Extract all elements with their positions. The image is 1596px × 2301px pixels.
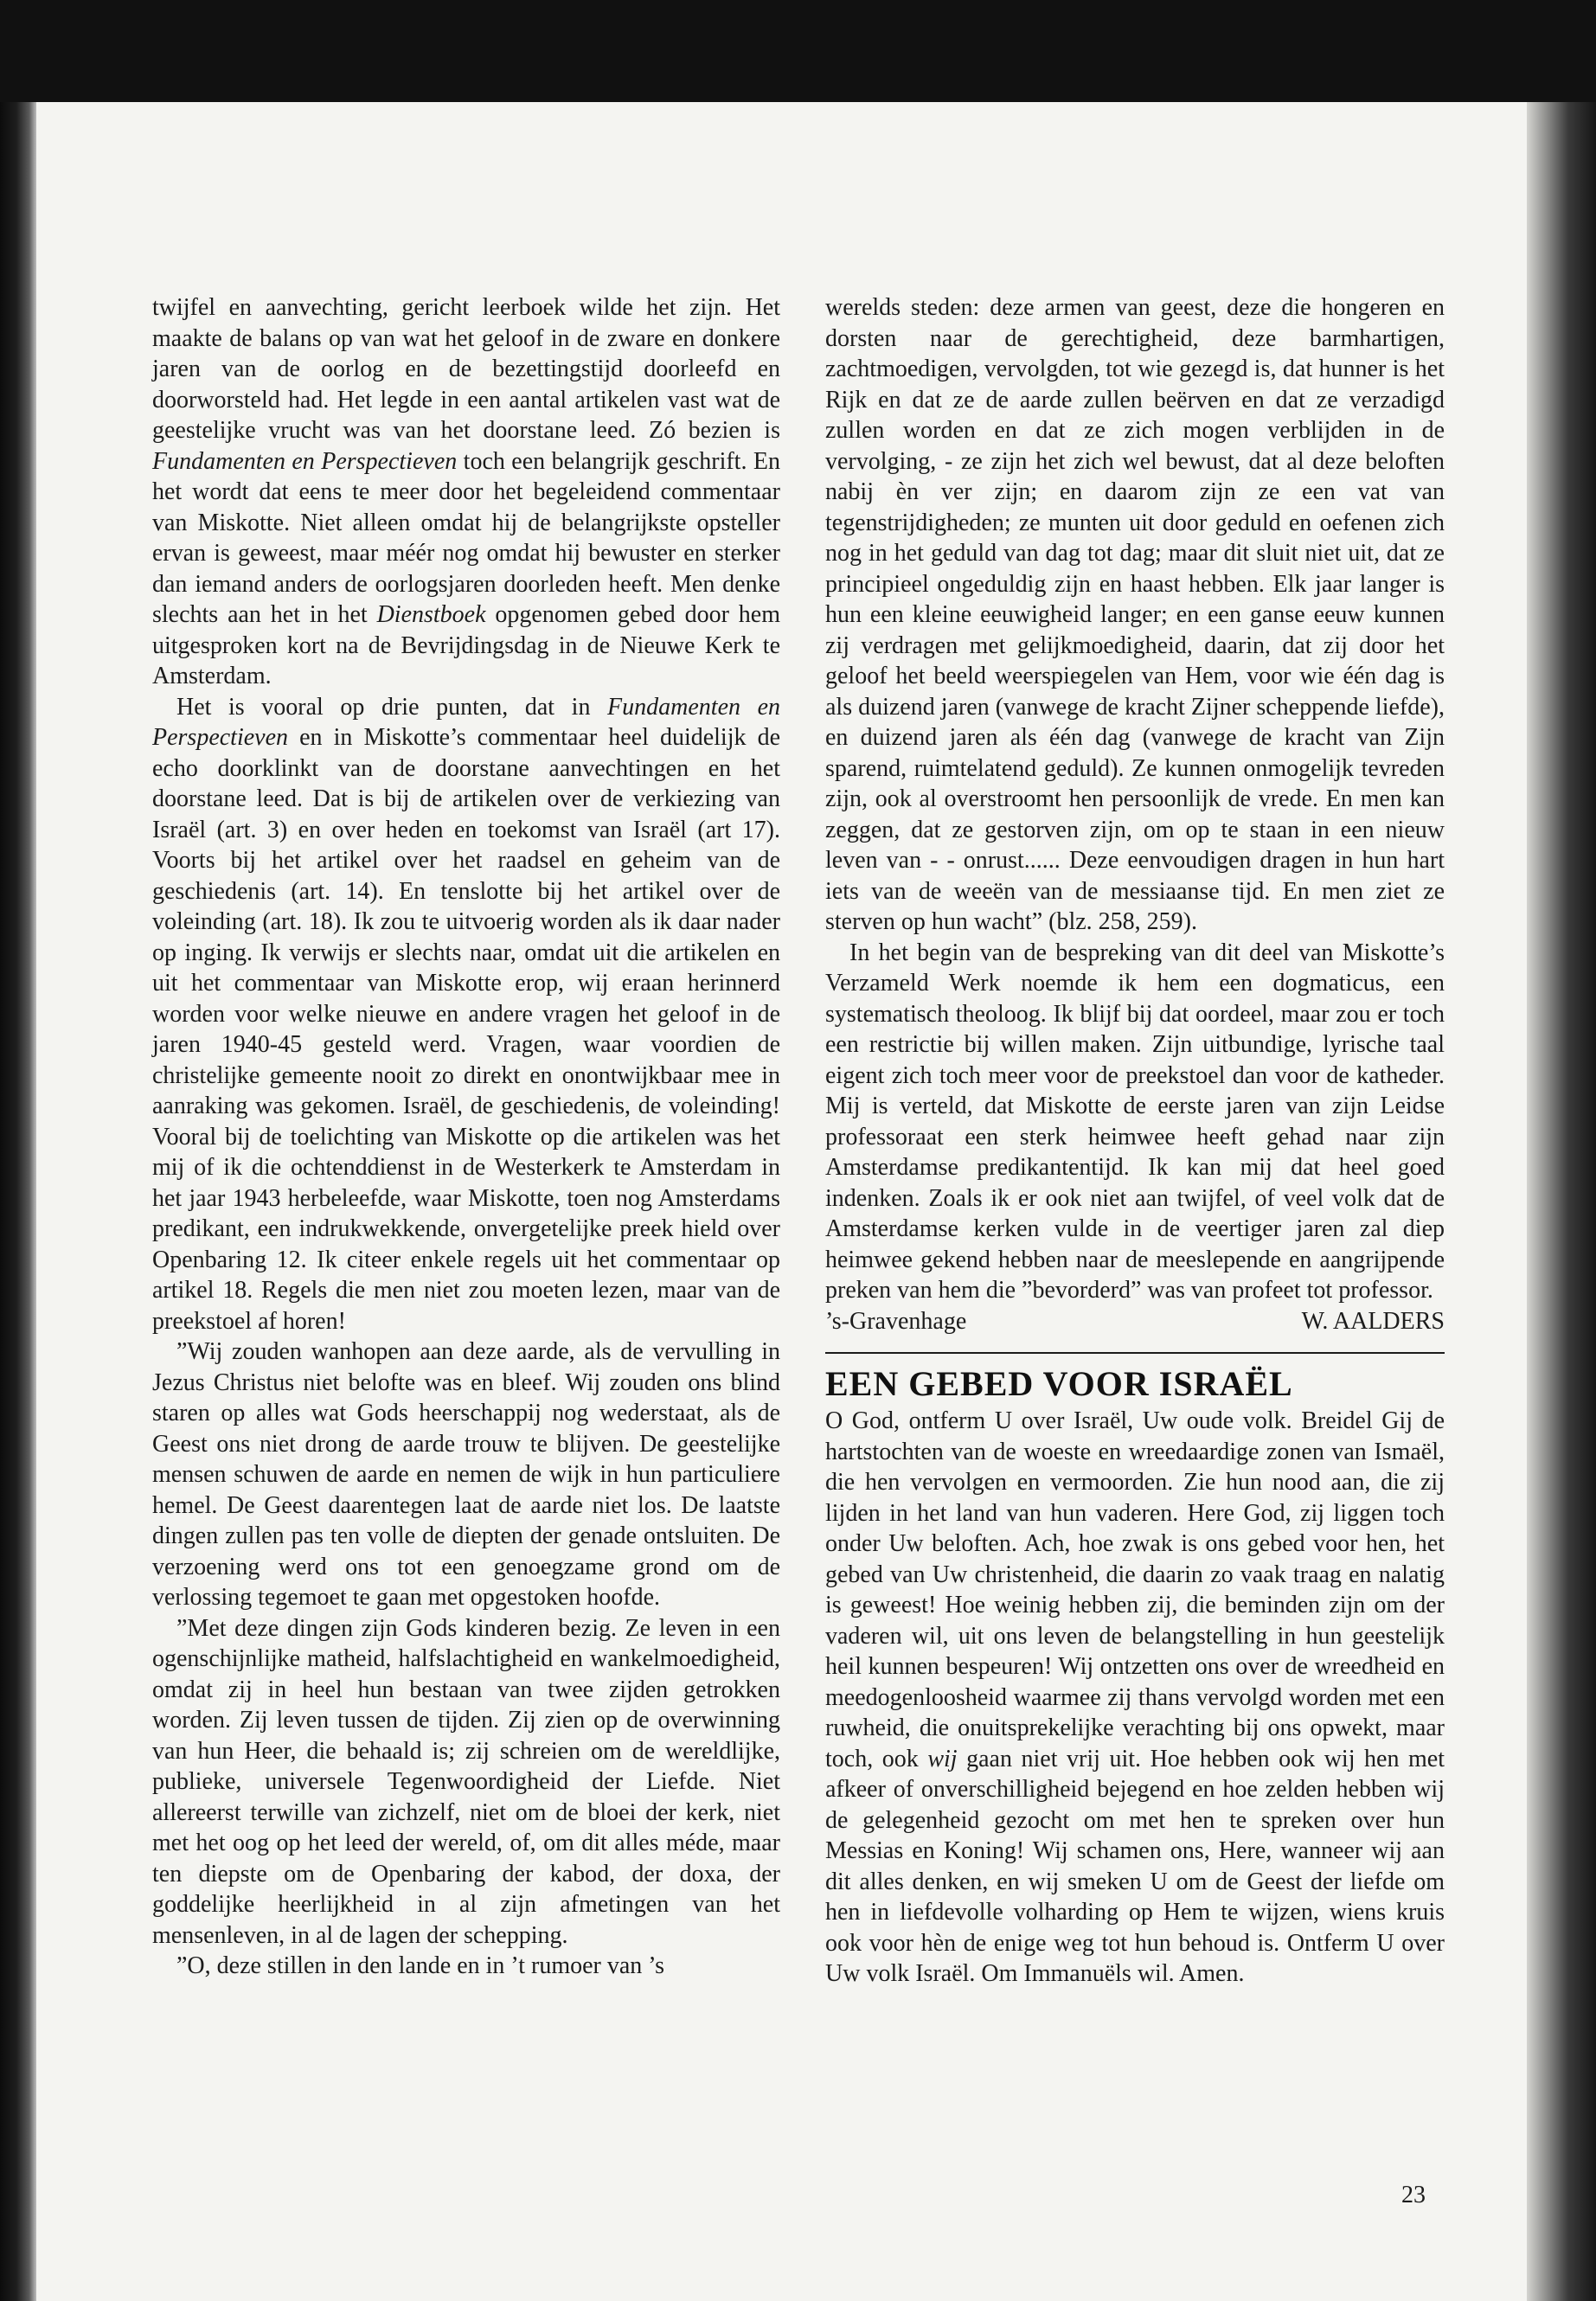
section-divider (825, 1352, 1445, 1354)
book-title: Dienstboek (376, 601, 486, 628)
section-heading: EEN GEBED VOOR ISRAËL (825, 1364, 1293, 1403)
quote-paragraph: ”Wij zouden wanhopen aan deze aarde, als de vervulling in Jezus Christus niet belofte was en bleef. Wij zouden ons blind staren op alles wat Gods heerschappij nog wederstaat, als de Geest ons niet drong de aarde trouw te blijven. De geestelijke mensen schuwen de aarde en nemen de wijk in hun particuliere hemel. De Geest daarentegen laat de aarde niet los. De laatste dingen zullen pas ten volle de diepten der genade ontsluiten. De verzoening werd ons tot een genoegzame grond om de verlossing tegemoet te gaan met opgestoken hoofde. (152, 1338, 780, 1611)
paragraph: Het is vooral op drie punten, dat in Fundamenten en Perspectieven en in Miskotte’s commentaar heel duidelijk de echo doorklinkt van de doorstane aanvechtingen en het doorstane leed. Dat is bij de artikelen over de verkiezing van Israël (art. 3) en over heden en toekomst van Israël (art 17). Voorts bij het artikel over het raadsel en geheim van de geschiedenis (art. 14). En tenslotte bij het artikel over de voleinding (art. 18). Ik zou te uitvoerig worden als ik daar nader op inging. Ik verwijs er slechts naar, omdat uit die artikelen en uit het commentaar van Miskotte erop, wij eraan herinnerd worden voor welke nieuwe en andere vragen het geloof in de jaren 1940-45 gesteld werd. Vragen, waar voordien de christelijke gemeente nooit zo direkt en onontwijkbaar mee in aanraking was gekomen. Israël, de geschiedenis, de voleinding! Vooral bij de toelichting van Miskotte op die artikelen was het mij of ik die ochtenddienst in de Westerkerk te Amsterdam in het jaar 1943 herbeleefde, waar Miskotte, toen nog Amsterdams predikant, een indrukwekkende, onvergetelijke preek hield over Openbaring 12. Ik citeer enkele regels uit het commentaar op artikel 18. Regels die men niet zou moeten lezen, maar van de preekstoel af horen! (152, 693, 781, 1335)
right-column (825, 292, 1445, 1990)
paragraph: twijfel en aanvechting, gericht leerboek wilde het zijn. Het maakte de balans op van wat het geloof in de zware en donkere jaren van de oorlog en de bezettingstijd doorleefd en doorworsteld had. Het legde in een aantal artikelen vast wat de geestelijke vrucht was van het doorstane leed. Zó bezien is Fundamenten en Perspectieven toch een belangrijk geschrift. En het wordt dat eens te meer door het begeleidend commentaar van Miskotte. Niet alleen omdat hij de belangrijkste opsteller ervan is geweest, maar méér nog omdat hij bewuster en sterker dan iemand anders de oorlogsjaren doorleden heeft. Men denke slechts aan het in het Dienstboek opgenomen gebed door hem uitgesproken kort na de Bevrijdingsdag in de Nieuwe Kerk te Amsterdam. (152, 294, 780, 689)
page-number: 23 (1401, 2182, 1426, 2208)
left-column (152, 292, 780, 1982)
signature-line (825, 1306, 1445, 1337)
book-spine-shadow (1527, 102, 1596, 2301)
quote-paragraph: ”Met deze dingen zijn Gods kinderen bezig. Ze leven in een ogenschijnlijke matheid, halfslachtigheid en wankelmoedigheid, omdat zij in heel hun bestaan van twee zijden getrokken worden. Zij leven tussen de tijden. Zij zien op de overwinning van hun Heer, die behaald is; zij schreien om de wereldlijke, publieke, universele Tegenwoordigheid der Liefde. Niet allereerst terwille van zichzelf, niet om de bloei der kerk, niet met het oog op het leed der wereld, of, om dit alles méde, maar ten diepste om de Openbaring der kabod, der doxa, der goddelijke heerlijkheid in al zijn afmetingen van het mensenleven, in al de lagen der schepping. (152, 1614, 780, 1949)
prayer-paragraph: O God, ontferm U over Israël, Uw oude volk. Breidel Gij de hartstochten van de woeste en wreedaardige zonen van Ismaël, die hen vervolgen en vermoorden. Zie hun nood aan, die zij lijden in het land van hun vaderen. Here God, zij liggen toch onder Uw beloften. Ach, hoe zwak is ons gebed voor hen, het gebed van Uw christenheid, die daarin zo vaak traag en nalatig is geweest! Hoe weinig hebben zij, die beminden zijn om der vaderen wil, uit ons leven de belangstelling in hun geestelijk heil kunnen bespeuren! Wij ontzetten ons over de wreedheid en meedogenloosheid waarmee zij thans vervolgd worden met een ruwheid, die onuitsprekelijke verachting bij ons opwekt, maar toch, ook wij gaan niet vrij uit. Hoe hebben ook wij hen met afkeer of onverschilligheid bejegend en hoe zelden hebben wij de gelegenheid gezocht om met hen te spreken over hun Messias en Koning! Wij schamen ons, Here, wanneer wij aan dit alles denken, en wij smeken U om de Geest der liefde om hen in liefdevolle volharding op Hem te wijzen, wiens kruis ook voor hèn de enige weg tot hun behoud is. Ontferm U over Uw volk Israël. Om Immanuëls wil. Amen. (825, 1407, 1445, 1987)
magazine-page (36, 102, 1527, 2301)
author: W. AALDERS (1301, 1307, 1445, 1335)
emphasis: wij (927, 1745, 958, 1772)
book-title: Fundamenten en Perspectieven (152, 693, 781, 751)
scan-top-border (0, 0, 1596, 102)
book-title: Fundamenten en Perspectieven (152, 447, 458, 475)
paragraph: In het begin van de bespreking van dit deel van Miskotte’s Verzameld Werk noemde ik hem een dogmaticus, een systematisch theoloog. Ik blijf bij dat oordeel, maar zou er toch een restrictie bij willen maken. Zijn uitbundige, lyrische taal eigent zich toch meer voor de preekstoel dan voor de katheder. Mij is verteld, dat Miskotte de eerste jaren van zijn Leidse professoraat een sterk heimwee heeft gehad naar zijn Amsterdamse predikantentijd. Ik kan mij dat heel goed indenken. Zoals ik er ook niet aan twijfel, of veel volk dat de Amsterdamse kerken vulde in de veertiger jaren zal diep heimwee gekend hebben naar de meeslepende en aangrijpende preken van hem die ”bevorderd” was van profeet tot professor. (825, 939, 1445, 1304)
scan-left-border (0, 102, 36, 2301)
quote-paragraph: werelds steden: deze armen van geest, deze die hongeren en dorsten naar de gerechtigheid, deze barmhartigen, zachtmoedigen, vervolgden, tot wie gezegd is, dat hunner is het Rijk en dat ze de aarde zullen beërven en dat ze verzadigd zullen worden en dat ze zich mogen verblijden in de vervolging, - ze zijn het zich wel bewust, dat al deze beloften nabij èn ver zijn; en daarom zijn ze een vat van tegenstrijdigheden; ze munten uit door geduld en oefenen zich nog in het geduld van dag tot dag; maar dit sluit niet uit, dat ze principieel ongeduldig zijn en haast hebben. Elk jaar langer is hun een kleine eeuwigheid langer; en een ganse eeuw kunnen zij verdragen met gelijkmoedigheid, daarin, dat zij door het geloof het beeld weerspiegelen van Hem, voor wie één dag is als duizend jaren (vanwege de kracht Zijner scheppende liefde), en duizend jaren als één dag (vanwege de kracht van Zijn sparend, ruimtelatend geduld). Ze kunnen onmogelijk tevreden zijn, ook al overstroomt hen persoonlijk de vrede. En men kan zeggen, dat ze gestorven zijn, om op te staan in een nieuw leven van - - onrust...... Deze eenvoudigen dragen in hun hart iets van de weeën van de messiaanse tijd. En men ziet ze sterven op hun wacht” (blz. 258, 259). (825, 294, 1445, 935)
quote-paragraph: ”O, deze stillen in den lande en in ’t rumoer van ’s (176, 1952, 664, 1979)
place: ’s-Gravenhage (825, 1307, 967, 1335)
